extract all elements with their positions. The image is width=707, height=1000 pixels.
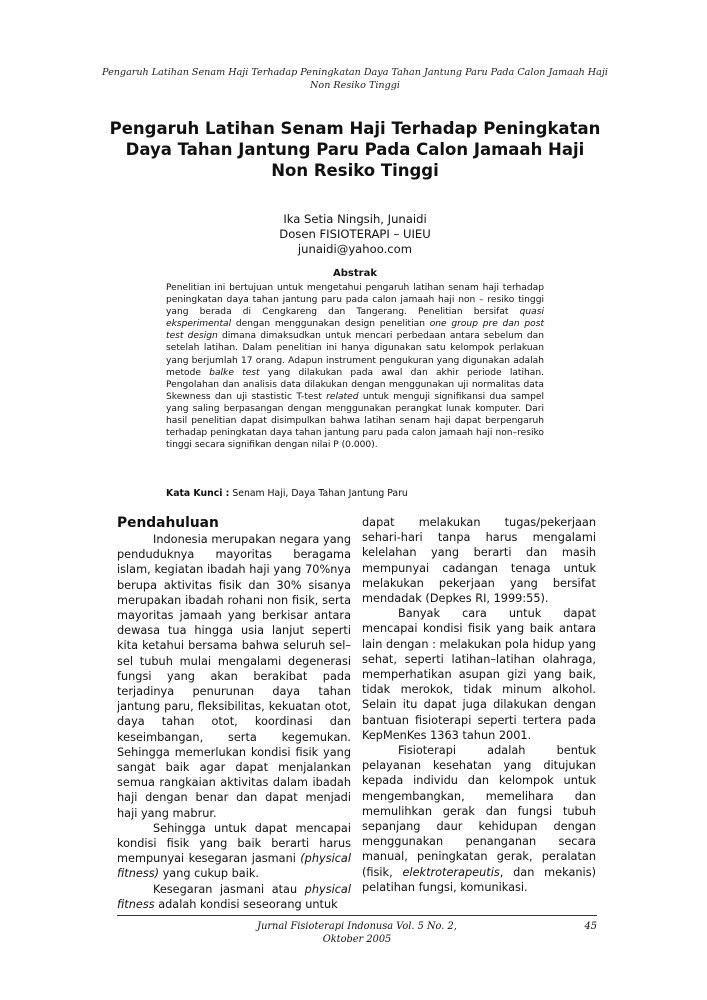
author-block [200, 212, 510, 257]
abstract-heading: Abstrak [333, 268, 377, 279]
journal-citation: Jurnal Fisioterapi Indonusa Vol. 5 No. 2, Oktober 2005 [257, 921, 457, 945]
abstract-italic: balke test [209, 367, 260, 378]
running-head: Pengaruh Latihan Senam Haji Terhadap Peningkatan Daya Tahan Jantung Paru Pada Calon Jamaah Haji Non Resiko Tinggi [102, 67, 608, 91]
abstract-part: untuk menguji signifikansi dua sampel yang saling berpasangan dengan menggunakan perangkat lunak komputer. Dari hasil penelitian dapat disimpulkan bahwa latihan senam haji dapat berpengaruh terhadap peningkatan daya tahan jantung paru pada calon jamaah haji non–resiko tinggi secara signifikan dengan nilai P (0.000). [166, 391, 544, 451]
right-column [362, 515, 596, 895]
body-paragraph [117, 882, 351, 912]
keywords-line [166, 488, 546, 500]
abstract-italic: one group pre dan post test design [166, 319, 545, 342]
abstract-part: Penelitian ini bertujuan untuk mengetahui pengaruh latihan senam haji terhadap peningkatan daya tahan jantung paru pada calon jamaah haji non – resiko tinggi yang berada di Cengkareng dan Tangerang. Penelitian bersifat [166, 283, 544, 318]
body-paragraph: dapat melakukan tugas/pekerjaan sehari-hari tanpa harus mengalami kelelahan yang berarti dan masih mempunyai cadangan tenaga untuk melakukan pekerjaan yang bersifat mendadak (Depkes RI, 1999:55). [362, 516, 596, 606]
text-run: adalah kondisi seseorang untuk [154, 897, 338, 911]
abstract-part: dimana dimaksudkan untuk mencari perbedaan antara sebelum dan setelah latihan. Dalam penelitian ini hanya digunakan satu kelompok perlakuan yang berjumlah 17 orang. Adapun instrument pengukuran yang digunakan adalah metode [166, 331, 544, 378]
body-paragraph: Indonesia merupakan negara yang penduduknya mayoritas beragama islam, kegiatan ibadah haji yang 70%nya berupa aktivitas fisik dan 30% sisanya merupakan ibadah rohani non fisik, serta mayoritas jamaah yang berkisar antara dewasa tua hingga usia lanjut seperti kita ketahui bersama bahwa seluruh sel–sel tubuh mulai mengalami degenerasi fungsi yang akan berakibat pada terjadinya penurunan daya tahan jantung paru, fleksibilitas, kekuatan otot, daya tahan otot, koordinasi dan keseimbangan, serta kegemukan. Sehingga memerlukan kondisi fisik yang sangat baik agar dapat menjalankan semua rangkaian aktivitas dalam ibadah haji dengan benar dan dapat menjadi haji yang mabrur. [117, 533, 351, 820]
abstract-text [166, 282, 544, 451]
keywords-label: Kata Kunci : [166, 488, 230, 499]
keywords-value: Senam Haji, Daya Tahan Jantung Paru [229, 488, 408, 499]
section-heading: Pendahuluan [117, 515, 219, 531]
author-names: Ika Setia Ningsih, Junaidi [283, 212, 427, 226]
text-run: Sehingga untuk dapat mencapai kondisi fisik yang baik berarti harus mempunyai kesegaran jasmani [117, 821, 351, 866]
author-affiliation: Dosen FISIOTERAPI – UIEU [279, 227, 431, 241]
text-run: , dan mekanis) pelatihan fungsi, komunikasi. [362, 865, 596, 894]
author-email: junaidi@yahoo.com [297, 242, 413, 256]
body-paragraph: Banyak cara untuk dapat mencapai kondisi fisik yang baik antara lain dengan : melakukan pola hidup yang sehat, seperti latihan–latihan olahraga, memperhatikan asupan gizi yang baik, tidak merokok, tidak minum alkohol. Selain itu dapat juga dilakukan dengan bantuan fisioterapi seperti tertera pada KepMenKes 1363 tahun 2001. [362, 607, 596, 742]
abstract-italic: quasi eksperimental [166, 307, 544, 330]
text-run: Kesegaran jasmani atau [153, 882, 305, 896]
left-column [117, 515, 351, 912]
italic-term: elektroterapeutis [402, 865, 500, 879]
text-run: Fisioterapi adalah bentuk pelayanan kesehatan yang ditujukan kepada individu dan kelompok untuk mengembangkan, memelihara dan memulihkan gerak dan fungsi tubuh sepanjang daur kehidupan dengan menggunakan penanganan secara manual, peningkatan gerak, peralatan (fisik, [362, 744, 596, 879]
paper-title: Pengaruh Latihan Senam Haji Terhadap Peningkatan Daya Tahan Jantung Paru Pada Calon Jamaah Haji Non Resiko Tinggi [109, 119, 601, 180]
italic-term: physical fitness [117, 882, 351, 911]
abstract-part: dengan menggunakan design penelitian [231, 319, 430, 330]
page-number: 45 [584, 921, 597, 932]
body-paragraph [117, 821, 351, 882]
body-paragraph [362, 743, 596, 895]
footer-rule [117, 915, 597, 916]
abstract-part: yang dilakukan pada awal dan akhir periode latihan. Pengolahan dan analisis data dilakukan dengan menggunakan uji normalitas data Skewness dan uji stastistic T-test [166, 367, 544, 402]
text-run: yang cukup baik. [159, 867, 260, 881]
abstract-italic: related [326, 391, 359, 402]
italic-term: (physical fitness) [117, 852, 351, 881]
